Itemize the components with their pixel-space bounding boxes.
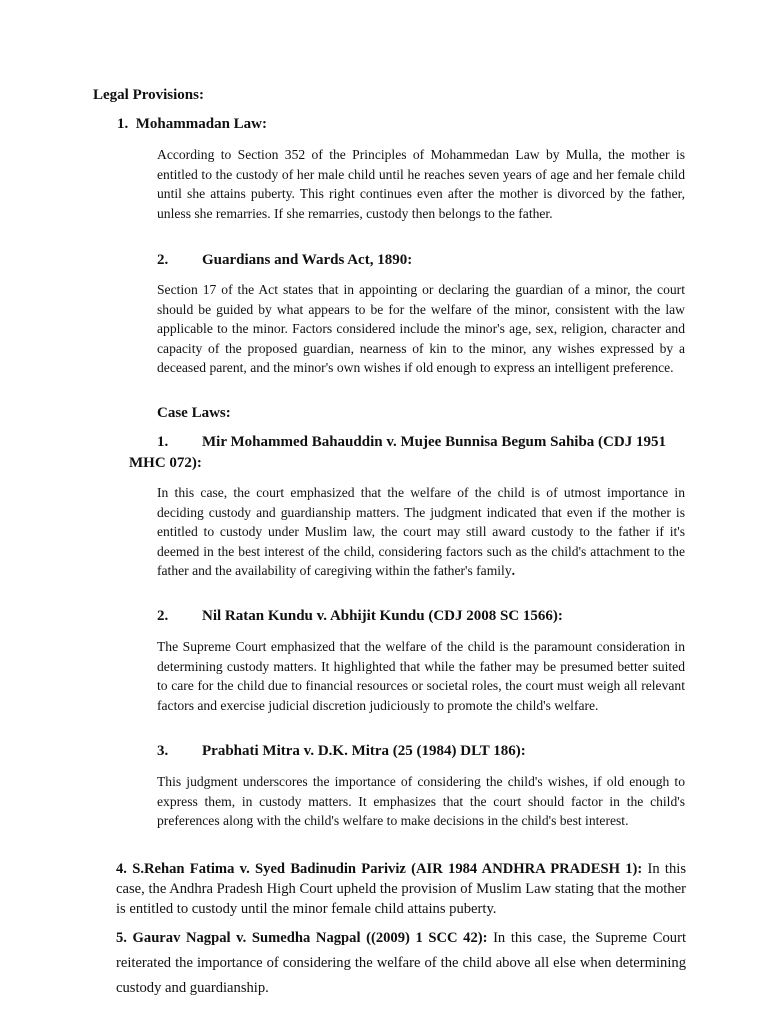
heading-legal-provisions: Legal Provisions:	[93, 87, 204, 103]
case-number: 1.	[157, 434, 169, 450]
case-title-3	[157, 743, 526, 760]
case-body-text: In this case, the court emphasized that the welfare of the child is of utmost importance in deciding custody and guardianship matters. The judgment indicated that even if the mother is entitled to custody under Muslim law, the court may still award custody to the father if it's deemed in the best interest of the child, considering factors such as the child's attachment to the father and the availability of caregiving within the father's family	[157, 485, 685, 578]
case-number: 3.	[157, 743, 169, 759]
case-body-5: In this case, the Supreme Court reiterated the importance of considering the welfare of the child above all else when determining custody and guardianship.	[116, 930, 686, 996]
section-title: Guardians and Wards Act, 1890:	[202, 252, 413, 268]
case-title-5: 5. Gaurav Nagpal v. Sumedha Nagpal ((2009) 1 SCC 42):	[116, 930, 488, 946]
paragraph-mulla: According to Section 352 of the Principles of Mohammedan Law by Mulla, the mother is entitled to the custody of her male child until he reaches seven years of age and her female child until she attains puberty. This right continues even after the mother is divorced by the father, unless she remarries. If she remarries, custody then belongs to the father.	[157, 147, 685, 221]
case-body-3: This judgment underscores the importance of considering the child's wishes, if old enough to express them, in custody matters. It emphasizes that the court should factor in the child's preferences along with the child's welfare to make decisions in the child's best interest.	[157, 774, 685, 828]
case-title-text: Prabhati Mitra v. D.K. Mitra (25 (1984) DLT 186):	[202, 743, 526, 759]
section-title: Mohammadan Law:	[135, 116, 268, 132]
case-title-4: 4. S.Rehan Fatima v. Syed Badinudin Pariviz (AIR 1984 ANDHRA PRADESH 1):	[116, 861, 643, 877]
case-body-4: In this case, the Andhra Pradesh High Court upheld the provision of Muslim Law stating that the mother is entitled to custody until the minor female child attains puberty.	[116, 861, 686, 917]
paragraph-guardians-wards-act: Section 17 of the Act states that in appointing or declaring the guardian of a minor, the court should be guided by what appears to be for the welfare of the minor, consistent with the law applicable to the minor. Factors considered include the minor's age, sex, religion, character and capacity of the proposed guardian, nearness of kin to the minor, any wishes expressed by a deceased parent, and the minor's own wishes if old enough to express an intelligent preference.	[157, 282, 685, 375]
case-title-text: Nil Ratan Kundu v. Abhijit Kundu (CDJ 2008 SC 1566):	[202, 608, 563, 624]
case-title-1-continued: MHC 072):	[129, 455, 202, 471]
case-4-paragraph	[116, 859, 686, 919]
section-number: 2.	[157, 252, 169, 268]
case-body-end: .	[511, 563, 516, 578]
case-title-2	[157, 608, 563, 625]
section-heading-mohammadan-law	[117, 116, 267, 133]
case-title-text: Mir Mohammed Bahauddin v. Mujee Bunnisa Begum Sahiba (CDJ 1951	[202, 434, 666, 450]
case-body-1	[157, 483, 685, 581]
case-title-1	[157, 434, 666, 451]
heading-case-laws: Case Laws:	[157, 405, 231, 421]
section-number: 1.	[117, 116, 129, 132]
case-body-2: The Supreme Court emphasized that the welfare of the child is the paramount consideration in determining custody matters. It highlighted that while the father may be presumed better suited to care for the child due to financial resources or societal roles, the court must weigh all relevant factors and exercise judicial discretion judiciously to promote the child's welfare.	[157, 639, 685, 713]
case-5-paragraph	[116, 926, 686, 1001]
section-heading-guardians-wards-act	[157, 252, 412, 269]
case-number: 2.	[157, 608, 169, 624]
